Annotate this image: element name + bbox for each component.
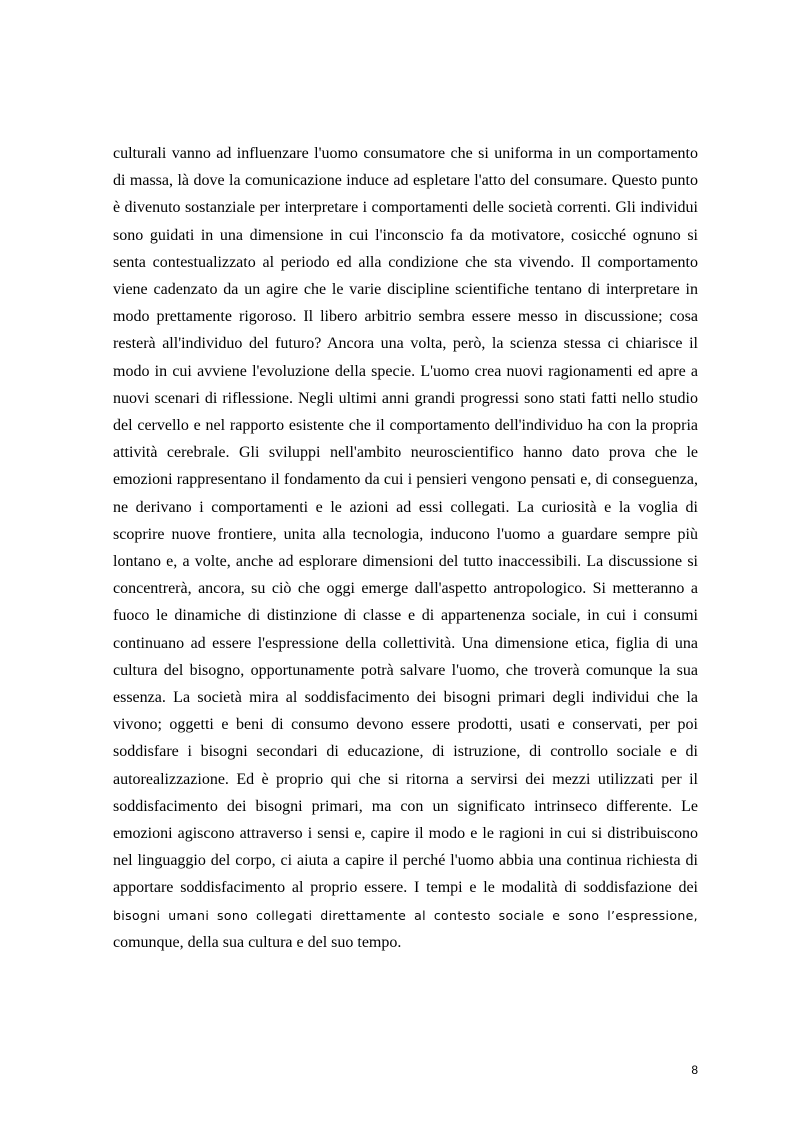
paragraph-text-end: comunque, della sua cultura e del suo tempo.	[113, 933, 402, 951]
page-number: 8	[691, 1063, 698, 1077]
paragraph-text-main: culturali vanno ad influenzare l'uomo consumatore che si uniforma in un comportamento di massa, là dove la comunicazione induce ad espletare l'atto del consumare. Questo punto è divenuto sostanziale per interpretare i comportamenti delle società correnti. Gli individui sono guidati in una dimensione in cui l'inconscio fa da motivatore, cosicché ognuno si senta contestualizzato al periodo ed alla condizione che sta vivendo. Il comportamento viene cadenzato da un agire che le varie discipline scientifiche tentano di interpretare in modo prettamente rigoroso. Il libero arbitrio sembra essere messo in discussione; cosa resterà all'individuo del futuro? Ancora una volta, però, la scienza stessa ci chiarisce il modo in cui avviene l'evoluzione della specie. L'uomo crea nuovi ragionamenti ed apre a nuovi scenari di riflessione. Negli ultimi anni grandi progressi sono stati fatti nello studio del cervello e nel rapporto esistente che il comportamento dell'individuo ha con la propria attività cerebrale. Gli sviluppi nell'ambito neuroscientifico hanno dato prova che le emozioni rappresentano il fondamento da cui i pensieri vengono pensati e, di conseguenza, ne derivano i comportamenti e le azioni ad essi collegati. La curiosità e la voglia di scoprire nuove frontiere, unita alla tecnologia, inducono l'uomo a guardare sempre più lontano e, a volte, anche ad esplorare dimensioni del tutto inaccessibili. La discussione si concentrerà, ancora, su ciò che oggi emerge dall'aspetto antropologico. Si metteranno a fuoco le dinamiche di distinzione di classe e di appartenenza sociale, in cui i consumi continuano ad essere l'espressione della collettività. Una dimensione etica, figlia di una cultura del bisogno, opportunamente potrà salvare l'uomo, che troverà comunque la sua essenza. La società mira al soddisfacimento dei bisogni primari degli individui che la vivono; oggetti e beni di consumo devono essere prodotti, usati e conservati, per poi soddisfare i bisogni secondari di educazione, di istruzione, di controllo sociale e di autorealizzazione. Ed è proprio qui che si ritorna a servirsi dei mezzi utilizzati per il soddisfacimento dei bisogni primari, ma con un significato intrinseco differente. Le emozioni agiscono attraverso i sensi e, capire il modo e le ragioni in cui si distribuiscono nel linguaggio del corpo, ci aiuta a capire il perché l'uomo abbia una continua richiesta di apportare soddisfacimento al proprio essere. I tempi e le modalità di soddisfazione dei	[113, 145, 698, 897]
paragraph-text-alt-font: bisogni umani sono collegati direttamente al contesto sociale e sono l’espressione,	[113, 907, 698, 923]
body-paragraph	[113, 140, 698, 956]
